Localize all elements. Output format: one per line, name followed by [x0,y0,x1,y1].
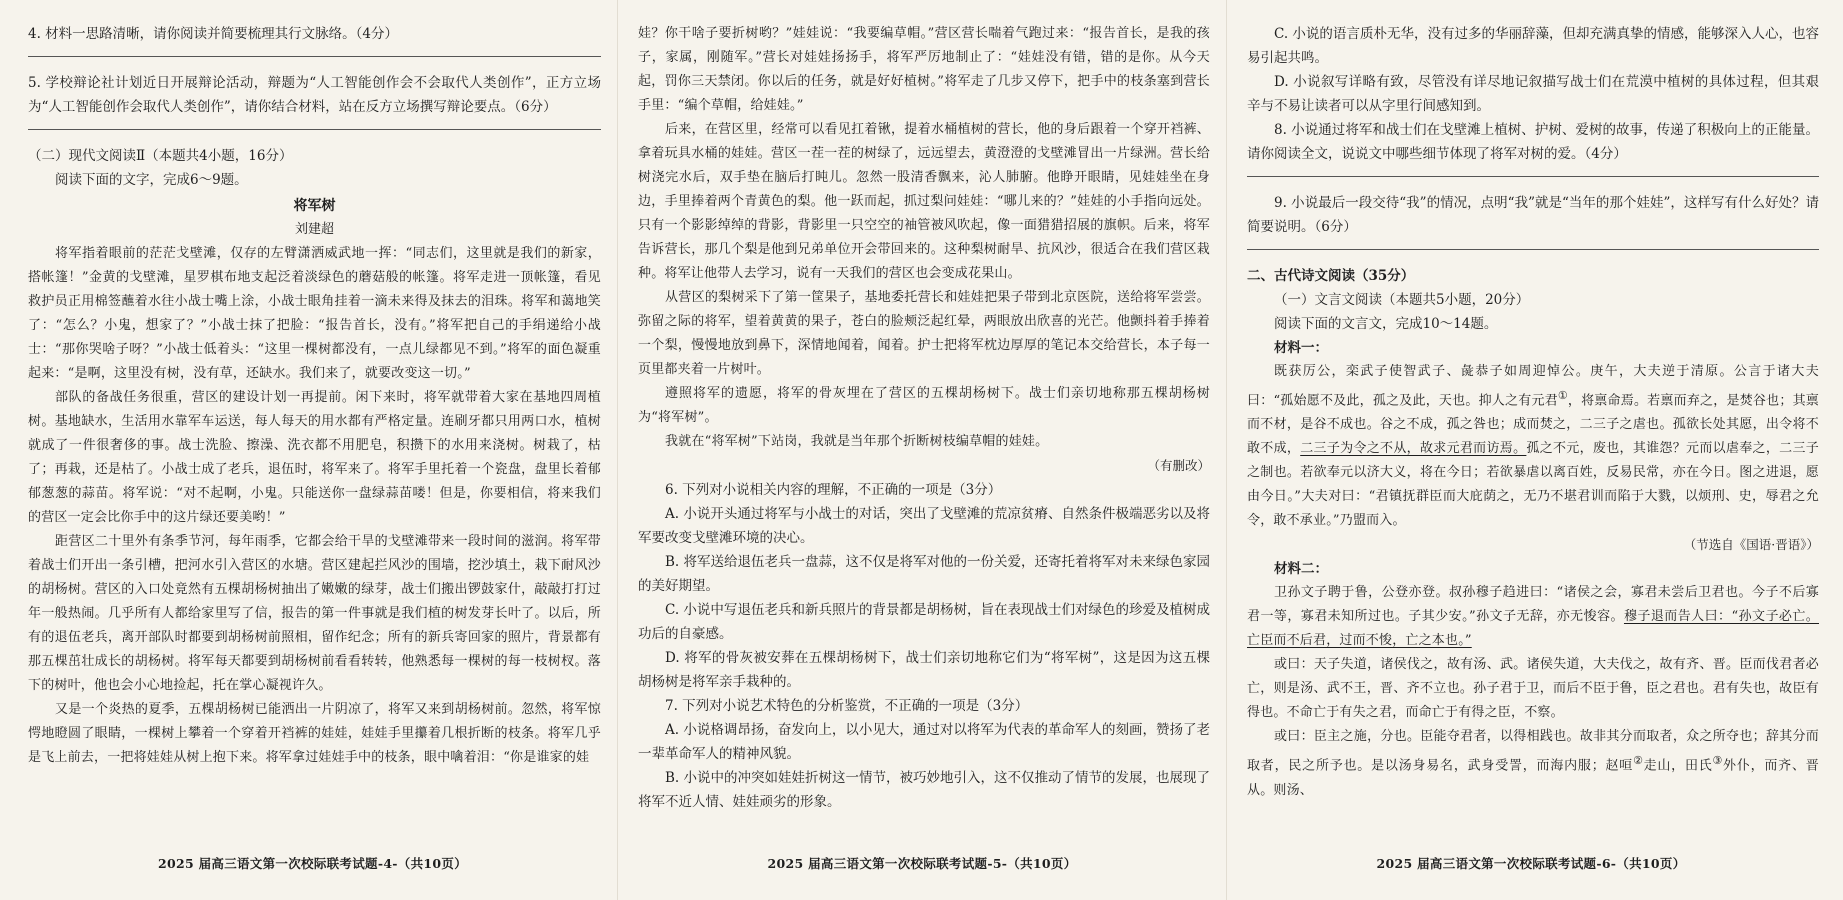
material-2-text [1247,725,1819,802]
reading-instruction: 阅读下面的文言文，完成10～14题。 [1274,316,1498,332]
story-paragraph: 将军指着眼前的茫茫戈壁滩，仅存的左臂潇洒威武地一挥：“同志们，这里就是我们的新家，搭帐篷！”金黄的戈壁滩，星罗棋布地支起泛着淡绿色的蘑菇般的帐篷。将军走进一顶帐篷，看见救护员正用棉签蘸着水往小战士嘴上涂，小战士眼角挂着一滴未来得及抹去的泪珠。将军和蔼地笑了：“怎么？小鬼，想家了？”小战士抹了把脸：“报告首长，没有。”将军把自己的手绢递给小战士：“那你哭啥子呀？”小战士低着头：“这里一棵树都没有，一点儿绿都见不到。”将军的面色凝重起来：“是啊，这里没有树，没有草，还缺水。我们来了，就要改变这一切。” [28,246,601,381]
question-8: 8. 小说通过将军和战士们在戈壁滩上植树、护树、爱树的故事，传递了积极向上的正能量。请你阅读全文，说说文中哪些细节体现了将军对树的爱。（4分） [1247,122,1819,162]
page-footer: 2025 届高三语文第一次校际联考试题-5-（共10页） [767,856,1077,871]
answer-line [28,56,601,57]
page-5 [617,0,1226,900]
question-9: 9. 小说最后一段交待“我”的情况，点明“我”就是“当年的那个娃娃”，这样写有什么好处？请简要说明。（6分） [1247,195,1819,235]
section-heading-reading-2: （二）现代文阅读Ⅱ（本题共4小题，16分） [28,148,293,164]
question-5: 5. 学校辩论社计划近日开展辩论活动，辩题为“人工智能创作会不会取代人类创作”，正方立场为“人工智能创作会取代人类创作”，请你结合材料，站在反方立场撰写辩论要点。（6分） [28,75,601,115]
material-1-text [1247,360,1819,533]
material-2-text: 或曰：天子失道，诸侯伐之，故有汤、武。诸侯失道，大夫伐之，故有齐、晋。臣而伐君者必亡，则是汤、武不王，晋、齐不立也。孙子君于卫，而后不臣于鲁，臣之君也。君有失也，故臣有得也。不命亡于有失之君，而命亡于有得之臣，不察。 [1247,657,1819,721]
material-1-label: 材料一： [1274,340,1328,356]
material-1-text-part: ，将禀命焉。若禀而弃之，是焚谷也；其禀而不材，是谷不成也。谷之不成，孤之咎也；成而焚之，二三子之虐也。孤欲长处其愿，出令将不敢不成， [1247,393,1819,457]
material-1-source: （节选自《国语·晋语》） [1683,537,1819,553]
question-7-option-a: A. 小说格调昂扬，奋发向上，以小见大，通过对以将军为代表的革命军人的刻画，赞扬了老一辈革命军人的精神风貌。 [638,722,1210,762]
story-paragraph: 后来，在营区里，经常可以看见扛着锹，提着水桶植树的营长，他的身后跟着一个穿开裆裤、拿着玩具水桶的娃娃。营区一茬一茬的树绿了，远远望去，黄澄澄的戈壁滩冒出一片绿洲。营长给树浇完水后，双手垫在脑后打盹儿。忽然一股清香飘来，沁人肺腑。他睁开眼睛，见娃娃坐在身边，手里捧着两个青黄色的梨。他一跃而起，抓过梨问娃娃：“哪儿来的？”娃娃的小手指向远处。只有一个影影绰绰的背影，背影里一只空空的袖管被风吹起，像一面猎猎招展的旗帜。后来，将军告诉营长，那几个梨是他到兄弟单位开会带回来的。这种梨树耐旱、抗风沙，很适合在我们营区栽种。将军让他带人去学习，说有一天我们的营区也会变成花果山。 [638,122,1210,281]
material-2-text-part: 或曰：臣主之施，分也。臣能夺君者，以得相践也。故非其分而取者，众之所夺也；辞其分而取者，民之所予也。是以汤身易名，武身受詈，而海内服；赵咺 [1247,729,1819,774]
page-4 [8,0,617,900]
material-2-text-part: 外仆，而齐、晋从。则汤、 [1247,758,1819,798]
material-2-text-part: 卫孙文子聘于鲁，公登亦登。叔孙穆子趋进曰：“诸侯之会，寡君未尝后卫君也。今子不后寡君一等，寡君未知所过也。子其少安。”孙文子无辞，亦无悛容。 [1247,585,1819,625]
question-7-option-b: B. 小说中的冲突如娃娃折树这一情节，被巧妙地引入，这不仅推动了情节的发展，也展现了将军不近人情、娃娃顽劣的形象。 [638,770,1211,810]
section-heading-classical: 二、古代诗文阅读（35分） [1247,268,1415,284]
question-6-option-c: C. 小说中写退伍老兵和新兵照片的背景都是胡杨树，旨在表现战士们对绿色的珍爱及植树成功后的自豪感。 [638,602,1210,642]
story-paragraph: 又是一个炎热的夏季，五棵胡杨树已能洒出一片阴凉了，将军又来到胡杨树前。忽然，将军惊愕地瞪圆了眼睛，一棵树上攀着一个穿着开裆裤的娃娃，娃娃手里攥着几根折断的枝条。将军几乎是飞上前去，一把将娃娃从树上抱下来。将军拿过娃娃手中的枝条，眼中噙着泪：“你是谁家的娃 [28,702,601,765]
story-title: 将军树 [293,198,336,214]
footnote-marker: ① [1557,389,1568,402]
material-2-text [1247,581,1819,653]
story-paragraph: 遵照将军的遗愿，将军的骨灰埋在了营区的五棵胡杨树下。战士们亲切地称那五棵胡杨树为“将军树”。 [638,386,1210,425]
answer-line [28,129,601,130]
source-note: （有删改） [1147,458,1210,473]
footnote-marker: ② [1633,754,1644,768]
page-footer: 2025 届高三语文第一次校际联考试题-6-（共10页） [1376,856,1686,871]
material-1-text-part: 孤之不元，废也，其谁怨？元而以虐奉之，二三子之制也。若欲奉元以济大义，将在今日；若欲暴虐以离百姓，反易民常，亦在今日。图之进退，愿由今日。”大夫对曰：“君镇抚群臣而大庇荫之，无乃不堪君训而陷于大戮，以烦刑、史，辱君之允令，敢不承业。”乃盟而入。 [1247,441,1819,529]
question-6-option-a: A. 小说开头通过将军与小战士的对话，突出了戈壁滩的荒凉贫瘠、自然条件极端恶劣以及将军要改变戈壁滩环境的决心。 [638,506,1210,546]
story-paragraph: 娃？你干啥子要折树哟？”娃娃说：“我要编草帽。”营区营长喘着气跑过来：“报告首长，是我的孩子，家属，刚随军。”营长对娃娃扬扬手，将军严厉地制止了：“娃娃没有错，错的是你。从今天起，罚你三天禁闭。你以后的任务，就是好好植树。”将军走了几步又停下，把手中的枝条塞到营长手里：“编个草帽，给娃娃。” [638,26,1210,113]
reading-instruction: 阅读下面的文字，完成6～9题。 [55,172,248,188]
footnote-marker: ③ [1712,754,1724,768]
question-4: 4. 材料一思路清晰，请你阅读并简要梳理其行文脉络。（4分） [28,26,399,42]
story-author: 刘建超 [294,222,334,237]
answer-line [1247,176,1819,177]
question-6-option-b: B. 将军送给退伍老兵一盘蒜，这不仅是将军对他的一份关爱，还寄托着将军对未来绿色家园的美好期望。 [638,554,1211,594]
story-paragraph: 部队的备战任务很重，营区的建设计划一再提前。闲下来时，将军就带着大家在基地四周植树。基地缺水，生活用水靠军车运送，每人每天的用水都有严格定量。连刷牙都只用两口水，植树就成了一件很奢侈的事。战士洗脸、擦澡、洗衣都不用肥皂，积攒下的水用来浇树。树栽了，枯了；再栽，还是枯了。小战士成了老兵，退伍时，将军来了。将军手里托着一个瓷盘，盘里长着郁郁葱葱的蒜苗。将军说：“对不起啊，小鬼。只能送你一盘绿蒜苗喽！但是，你要相信，将来我们的营区一定会比你手中的这片绿还要美哟！” [28,390,601,525]
question-7-option-c: C. 小说的语言质朴无华，没有过多的华丽辞藻，但却充满真挚的情感，能够深入人心，也容易引起共鸣。 [1247,26,1819,66]
underlined-sentence: 穆子退而告人曰：“孙文子必亡。亡臣而不后君，过而不悛，亡之本也。” [1247,609,1819,649]
material-1-text-part: 既获厉公，栾武子使智武子、彘恭子如周迎悼公。庚午，大夫逆于清原。公言于诸大夫曰：“孤始愿不及此，孤之及此，天也。抑人之有元君 [1247,364,1819,409]
material-2-label: 材料二： [1274,561,1328,578]
question-7: 7. 下列对小说艺术特色的分析鉴赏，不正确的一项是（3分） [665,698,1029,714]
story-paragraph: 从营区的梨树采下了第一筐果子，基地委托营长和娃娃把果子带到北京医院，送给将军尝尝。弥留之际的将军，望着黄黄的果子，苍白的脸颊泛起红晕，两眼放出欣喜的光芒。他颤抖着手捧着一个梨，慢慢地放到鼻下，深情地闻着，闻着。护士把将军枕边厚厚的笔记本交给营长，本子每一页里都夹着一片树叶。 [638,290,1210,377]
question-7-option-d: D. 小说叙写详略有致，尽管没有详尽地记叙描写战士们在荒漠中植树的具体过程，但其艰辛与不易让读者可以从字里行间感知到。 [1247,74,1819,114]
material-2-text-part: 走山，田氏 [1643,758,1713,774]
question-6-option-d: D. 将军的骨灰被安葬在五棵胡杨树下，战士们亲切地称它们为“将军树”，这是因为这五棵胡杨树是将军亲手栽种的。 [638,650,1210,690]
subsection-heading-classical-prose: （一）文言文阅读（本题共5小题，20分） [1274,292,1530,308]
story-paragraph: 我就在“将军树”下站岗，我就是当年那个折断树枝编草帽的娃娃。 [665,434,1049,449]
question-6: 6. 下列对小说相关内容的理解，不正确的一项是（3分） [665,482,1002,498]
underlined-sentence: 二三子为令之不从，故求元君而访焉。 [1300,441,1527,457]
story-paragraph: 距营区二十里外有条季节河，每年雨季，它都会给干旱的戈壁滩带来一段时间的滋润。将军带着战士们开出一条引槽，把河水引入营区的水塘。营区建起拦风沙的围墙，挖沙填土，栽下耐风沙的胡杨树。营区的入口处竟然有五棵胡杨树抽出了嫩嫩的绿芽，战士们搬出锣鼓家什，敲敲打打过年一般热闹。几乎所有人都给家里写了信，报告的第一件事就是我们植的树发芽长叶了。以后，所有的退伍老兵，离开部队时都要到胡杨树前照相，留作纪念；所有的新兵寄回家的照片，背景都有那五棵茁壮成长的胡杨树。将军每天都要到胡杨树前看看转转，他熟悉每一棵树的每一枝树杈。落下的树叶，他也会小心地捡起，托在掌心凝视许久。 [28,534,601,693]
page-6 [1226,0,1835,900]
answer-line [1247,249,1819,250]
page-footer: 2025 届高三语文第一次校际联考试题-4-（共10页） [157,856,467,871]
